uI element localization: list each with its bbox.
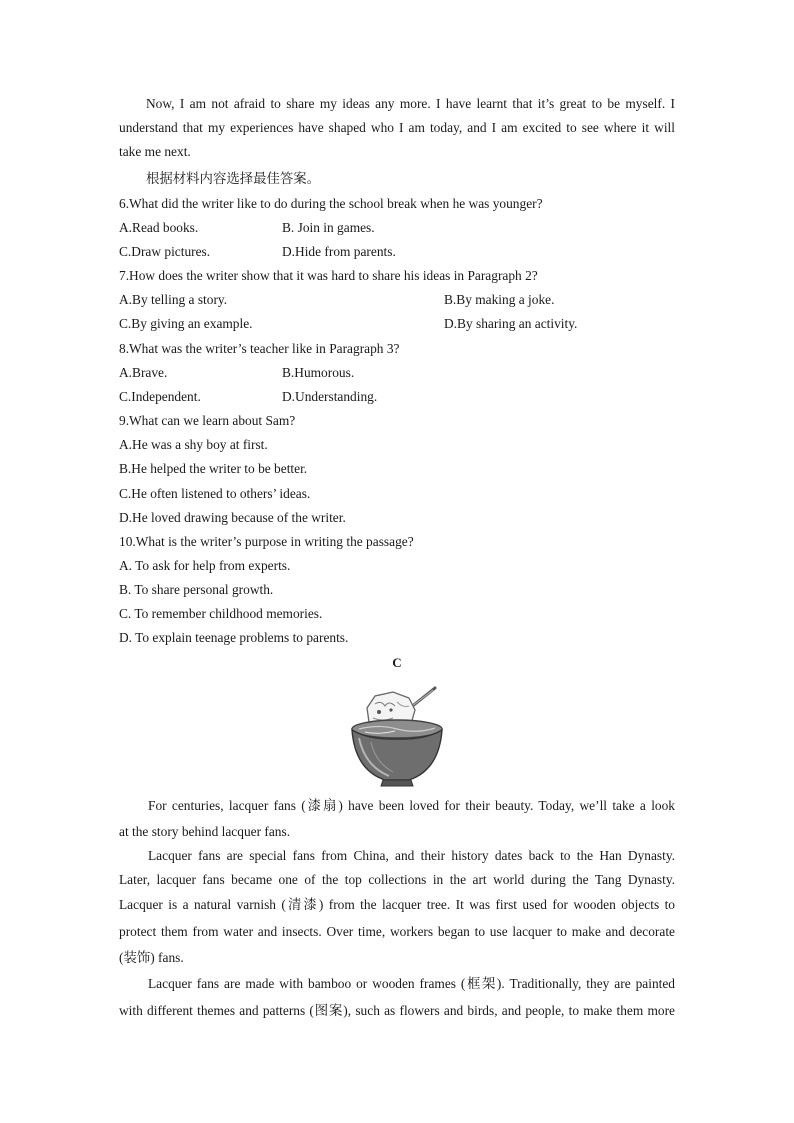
option-b: B.He helped the writer to be better. [119,461,308,476]
option-a: A.By telling a story. [119,292,228,307]
option-c: C. To remember childhood memories. [119,606,323,621]
lacquer-fan-bowl-illustration [345,682,449,788]
option-b: B.By making a joke. [444,292,555,307]
option-c: C.Independent. [119,389,201,404]
paragraph-line: Lacquer is a natural varnish (清漆) from the lacquer tree. It was first used for wooden objects to [119,897,675,912]
option-a: A.Read books. [119,220,199,235]
option-row [119,388,675,406]
paragraph-line: at the story behind lacquer fans. [119,824,291,839]
paragraph-line: Now, I am not afraid to share my ideas any more. I have learnt that it’s great to be myself. I [146,96,675,111]
question-stem: 7.How does the writer show that it was hard to share his ideas in Paragraph 2? [119,268,538,283]
option-c: C.By giving an example. [119,316,253,331]
option-d: D.He loved drawing because of the writer. [119,510,346,525]
question-stem: 9.What can we learn about Sam? [119,413,296,428]
option-b: B. Join in games. [282,220,375,235]
paragraph-line: Lacquer fans are made with bamboo or wooden frames (框架). Traditionally, they are painted [148,976,675,991]
paragraph-line: For centuries, lacquer fans (漆扇) have been loved for their beauty. Today, we’ll take a look [148,798,675,813]
option-d: D. To explain teenage problems to parents. [119,630,349,645]
paragraph-line: protect them from water and insects. Over time, workers began to use lacquer to make and decorate [119,924,675,939]
option-d: D.By sharing an activity. [444,316,578,331]
option-c: C.Draw pictures. [119,244,211,259]
option-row [119,291,675,309]
option-a: A. To ask for help from experts. [119,558,291,573]
option-row [119,243,675,261]
option-a: A.Brave. [119,365,168,380]
option-b: B. To share personal growth. [119,582,274,597]
option-d: D.Understanding. [282,389,378,404]
option-b: B.Humorous. [282,365,355,380]
section-heading: C [392,655,402,670]
paragraph-line: with different themes and patterns (图案), such as flowers and birds, and people, to make them more [119,1003,675,1018]
question-stem: 8.What was the writer’s teacher like in Paragraph 3? [119,341,400,356]
option-d: D.Hide from parents. [282,244,396,259]
instruction-text: 根据材料内容选择最佳答案。 [146,171,321,186]
option-row [119,219,675,237]
paragraph-line: take me next. [119,144,191,159]
option-row [119,364,675,382]
option-a: A.He was a shy boy at first. [119,437,268,452]
paragraph-line: (装饰) fans. [119,950,184,965]
paragraph-line: Later, lacquer fans became one of the top collections in the art world during the Tang Dynasty. [119,872,675,887]
paragraph-line: understand that my experiences have shaped who I am today, and I am excited to see where it will [119,120,675,135]
paragraph-line: Lacquer fans are special fans from China, and their history dates back to the Han Dynasty. [148,848,675,863]
option-c: C.He often listened to others’ ideas. [119,486,311,501]
question-stem: 6.What did the writer like to do during the school break when he was younger? [119,196,543,211]
question-stem: 10.What is the writer’s purpose in writing the passage? [119,534,414,549]
option-row [119,315,675,333]
